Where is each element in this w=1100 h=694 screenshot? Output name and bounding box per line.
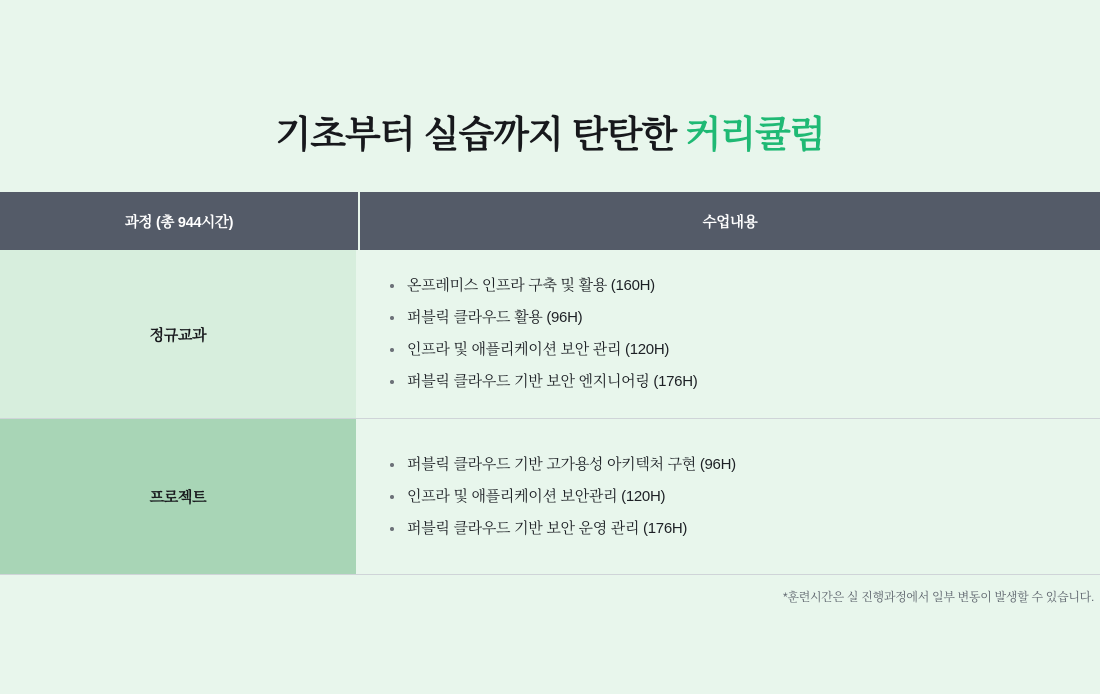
table-row-content <box>358 250 1100 418</box>
list-item: 퍼블릭 클라우드 기반 보안 엔지니어링 (176H) <box>388 373 1100 391</box>
table-header-row <box>0 192 1100 250</box>
table-row-content <box>358 419 1100 574</box>
page-title-accent: 커리큘럼 <box>685 113 825 155</box>
page-title-lead: 기초부터 실습까지 탄탄한 <box>275 113 686 155</box>
footnote: *훈련시간은 실 진행과정에서 일부 변동이 발생할 수 있습니다. <box>783 590 1094 604</box>
list-item: 퍼블릭 클라우드 기반 고가용성 아키텍처 구현 (96H) <box>388 456 1100 474</box>
page-title <box>276 113 825 157</box>
table-row-label: 프로젝트 <box>0 419 358 574</box>
page-title-wrap <box>0 0 1100 182</box>
list-item: 퍼블릭 클라우드 기반 보안 운영 관리 (176H) <box>388 520 1100 538</box>
list-item: 퍼블릭 클라우드 활용 (96H) <box>388 309 1100 327</box>
list-item: 온프레미스 인프라 구축 및 활용 (160H) <box>388 277 1100 295</box>
table-row <box>0 250 1100 419</box>
table-header-content: 수업내용 <box>360 192 1100 250</box>
course-item-list <box>388 277 1100 391</box>
list-item: 인프라 및 애플리케이션 보안관리 (120H) <box>388 488 1100 506</box>
curriculum-table <box>0 192 1100 575</box>
table-row <box>0 419 1100 575</box>
course-item-list <box>388 456 1100 538</box>
list-item: 인프라 및 애플리케이션 보안 관리 (120H) <box>388 341 1100 359</box>
table-header-course: 과정 (총 944시간) <box>0 192 360 250</box>
table-row-label: 정규교과 <box>0 250 358 418</box>
